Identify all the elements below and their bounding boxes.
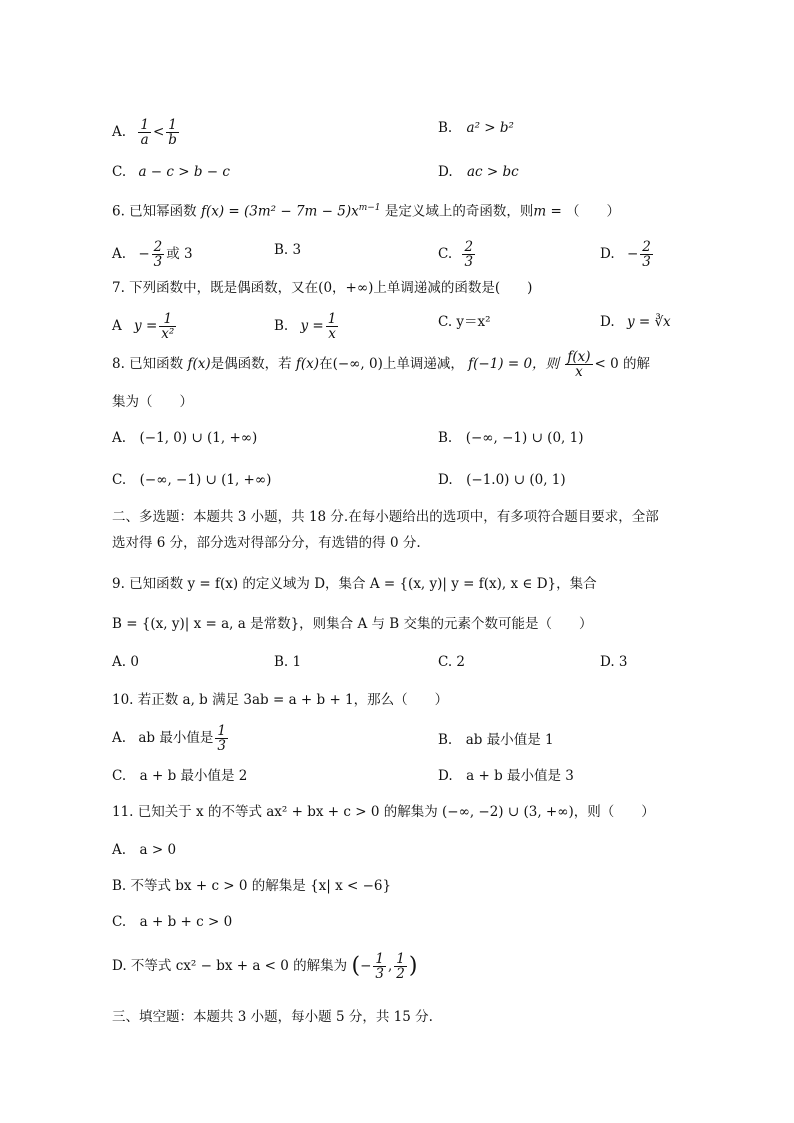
denominator: 3 <box>217 738 226 754</box>
q5-option-b <box>438 118 514 138</box>
denominator: 3 <box>642 254 651 270</box>
numerator: 1 <box>166 118 179 133</box>
q8-condition: f(−1) = 0，则 <box>468 356 560 372</box>
fraction-fx-over-x <box>565 350 592 379</box>
option-label: D. <box>600 246 615 262</box>
q6-suffix: 是定义域上的奇函数，则 <box>384 203 534 220</box>
minus-sign: − <box>626 246 639 262</box>
option-text: ac > bc <box>466 164 519 180</box>
denominator: x² <box>161 326 175 342</box>
section-2-line-2: 选对得 6 分，部分选对得部分分，有选错的得 0 分. <box>112 535 421 551</box>
q8-text: 在(−∞, 0)上单调递减， <box>319 356 464 372</box>
denominator: x <box>328 326 336 342</box>
option-label: D. <box>438 164 453 180</box>
section-2-line-1: 二、多选题：本题共 3 小题，共 18 分.在每小题给出的选项中，有多项符合题目要求，全部 <box>112 509 659 525</box>
question-11: 11. 已知关于 x 的不等式 ax² + bx + c > 0 的解集为 (−∞, −2) ∪ (3, +∞)，则（ ） <box>112 804 655 820</box>
q8-option-c: C. (−∞, −1) ∪ (1, +∞) <box>112 472 272 488</box>
numerator: 1 <box>375 951 384 967</box>
fraction-1-over-3 <box>215 724 228 753</box>
q8-option-b: B. (−∞, −1) ∪ (0, 1) <box>438 430 584 446</box>
minus-sign: − <box>138 246 150 262</box>
numerator: 1 <box>140 117 149 133</box>
option-text: a² > b² <box>466 120 514 136</box>
fraction-2-over-3 <box>152 240 165 269</box>
question-8-line-2: 集为（ ） <box>112 394 193 410</box>
q6-option-d <box>600 240 655 269</box>
less-than: < <box>152 124 165 140</box>
q6-tail: = （ ） <box>546 203 621 220</box>
option-label: A. <box>112 730 127 746</box>
option-label: A. <box>112 124 127 140</box>
q6-options <box>112 232 698 272</box>
minus-sign: − <box>360 958 372 974</box>
question-6 <box>112 198 704 222</box>
denominator: 3 <box>153 254 163 270</box>
denominator: 2 <box>396 966 405 982</box>
q6-exponent: m−1 <box>358 203 381 213</box>
q11-option-a: A. a > 0 <box>112 842 177 858</box>
section-2-heading <box>112 504 704 556</box>
option-label: B. <box>438 120 453 136</box>
q6-option-b: B. 3 <box>274 242 302 258</box>
q5-options-row-1 <box>112 108 698 148</box>
denominator: x <box>575 364 583 380</box>
q5-option-d <box>438 162 519 182</box>
q7-option-b: B. y = $\frac{1}{x}$ <box>274 311 337 342</box>
q5-option-c <box>112 162 230 182</box>
q9-option-b: B. 1 <box>274 654 302 670</box>
option-label: B. <box>274 318 289 334</box>
q9-option-a: A. 0 <box>112 654 139 670</box>
q10-option-d: D. a + b 最小值是 3 <box>438 768 574 784</box>
q11-option-c: C. a + b + c > 0 <box>112 914 233 930</box>
option-text: D. 不等式 cx² − bx + a < 0 的解集为 <box>112 958 348 974</box>
q6-variable: m <box>533 203 547 220</box>
q5-option-a <box>112 118 181 147</box>
q7-option-d <box>600 312 671 332</box>
denominator: b <box>168 132 177 148</box>
option-text: 或 3 <box>166 246 193 262</box>
option-label: A <box>112 318 122 334</box>
fraction-2-over-3 <box>640 240 653 269</box>
numerator: 1 <box>159 312 176 327</box>
numerator: 2 <box>642 239 651 255</box>
numerator: 2 <box>464 239 474 255</box>
fraction-2-over-3 <box>462 240 475 269</box>
option-text: ab 最小值是 <box>138 730 214 746</box>
option-text: a − c > b − c <box>138 164 230 180</box>
q7-option-a: A y = $\frac{1}{\text{x²}}$ <box>112 311 175 342</box>
q8-option-d: D. (−1.0) ∪ (0, 1) <box>438 472 566 488</box>
question-9-line-2: B = {(x, y)| x = a, a 是常数}，则集合 A 与 B 交集的元素个数可能是（ ） <box>112 616 593 632</box>
option-label: C. <box>438 246 453 262</box>
option-label: C. <box>112 164 127 180</box>
q9-option-c: C. 2 <box>438 654 466 670</box>
q9-option-d: D. 3 <box>600 654 628 670</box>
q10-option-c: C. a + b 最小值是 2 <box>112 768 248 784</box>
question-9-line-1: 9. 已知函数 y = f(x) 的定义域为 D，集合 A = {(x, y)| y = f(x), x ∈ D}，集合 <box>112 576 597 592</box>
q6-prefix: 6. 已知幂函数 <box>112 203 197 220</box>
fraction-1-over-b <box>166 118 179 147</box>
numerator: 1 <box>396 951 405 967</box>
fraction-1-over-x <box>326 312 339 341</box>
denominator: 3 <box>375 966 384 982</box>
comma: , <box>387 958 393 974</box>
denominator: a <box>140 132 149 148</box>
numerator: 1 <box>327 311 337 327</box>
fraction-1-over-x2 <box>159 312 176 341</box>
q8-fx: f(x) <box>187 356 211 372</box>
q8-text: 是偶函数，若 <box>210 356 292 372</box>
q6-option-a <box>112 240 193 269</box>
q7-option-c: C. y＝x² <box>438 314 491 330</box>
q6-function: f(x) = (3m² − 7m − 5)x <box>200 203 359 220</box>
numerator: f(x) <box>567 349 591 365</box>
fraction-1-over-2 <box>394 952 407 981</box>
q11-option-d: D. 不等式 cx² − bx + a < 0 的解集为 (− $\frac{1}{3}$ , $\frac{1}{2}$ ) <box>112 951 418 982</box>
q6-option-c <box>438 240 477 269</box>
option-label: A. <box>112 246 127 262</box>
q7-options <box>112 304 698 344</box>
question-8-line-1 <box>112 346 704 382</box>
option-label: D. <box>600 314 615 330</box>
fraction-1-over-a <box>138 118 151 147</box>
q8-fx: f(x) <box>295 356 320 372</box>
numerator: 2 <box>153 239 163 255</box>
fraction-1-over-3 <box>373 952 386 981</box>
option-text: y = ∛x <box>626 314 671 330</box>
q10-option-a <box>112 724 230 753</box>
q8-option-a: A. (−1, 0) ∪ (1, +∞) <box>112 430 258 446</box>
q8-text: < 0 的解 <box>594 356 650 372</box>
q10-option-b: B. ab 最小值是 1 <box>438 732 554 748</box>
q10-options-row-1 <box>112 718 698 758</box>
numerator: 1 <box>217 723 226 739</box>
section-3-heading: 三、填空题：本题共 3 小题，每小题 5 分，共 15 分. <box>112 1009 433 1025</box>
question-7: 7. 下列函数中，既是偶函数，又在(0，+∞)上单调递减的函数是( ) <box>112 280 533 296</box>
question-10: 10. 若正数 a, b 满足 3ab = a + b + 1，那么（ ） <box>112 692 449 708</box>
q8-text: 8. 已知函数 <box>112 356 184 372</box>
denominator: 3 <box>464 254 474 270</box>
q11-option-b: B. 不等式 bx + c > 0 的解集是 {x| x < −6} <box>112 878 392 894</box>
